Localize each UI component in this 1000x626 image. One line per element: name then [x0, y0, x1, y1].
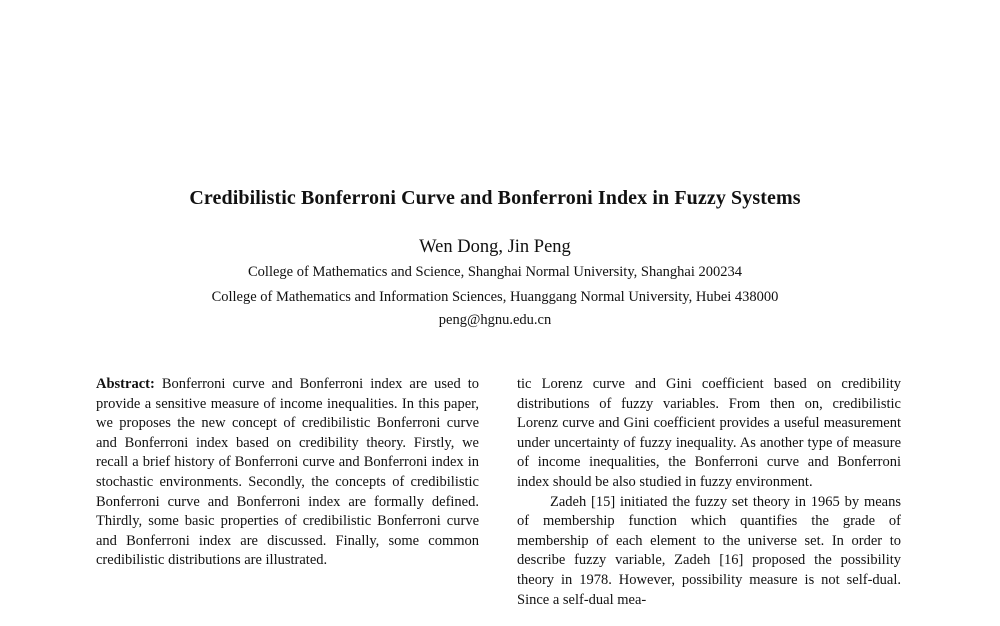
- affiliation-2: College of Mathematics and Information Sciences, Huanggang Normal University, Hubei 438000: [211, 289, 779, 305]
- affiliation-1: College of Mathematics and Science, Shanghai Normal University, Shanghai 200234: [248, 264, 742, 280]
- intro-paragraph-2: Zadeh [15] initiated the fuzzy set theory in 1965 by means of membership function which quantifies the grade of membership of each element to the universe set. In order to describe fuzzy variable, Zadeh [16] proposed the possibility theory in 1978. However, possibility measure is not self-dual. Since a self-dual mea-: [517, 493, 901, 608]
- paper-title: Credibilistic Bonferroni Curve and Bonferroni Index in Fuzzy Systems: [189, 187, 801, 209]
- abstract-label: Abstract:: [96, 376, 155, 392]
- author-email: peng@hgnu.edu.cn: [438, 312, 552, 328]
- abstract-text: Bonferroni curve and Bonferroni index are used to provide a sensitive measure of income inequalities. In this paper, we proposes the new concept of credibilistic Bonferroni curve and Bonferroni index based on credibility theory. Firstly, we recall a brief history of Bonferroni curve and Bonferroni index in stochastic environments. Secondly, the concepts of credibilistic Bonferroni curve and Bonferroni index are formally defined. Thirdly, some basic properties of credibilistic Bonferroni curve and Bonferroni index are discussed. Finally, some common credibilistic distributions are illustrated.: [96, 376, 480, 569]
- authors: Wen Dong, Jin Peng: [419, 237, 571, 257]
- intro-column: [517, 375, 901, 610]
- abstract-column: [96, 375, 479, 571]
- abstract-paragraph: [96, 375, 479, 571]
- intro-paragraph-1: tic Lorenz curve and Gini coefficient based on credibility distributions of fuzzy variables. From then on, credibilistic Lorenz curve and Gini coefficient provides a useful measurement under uncertainty of fuzzy inequality. As another type of measure of income inequalities, the Bonferroni curve and Bonferroni index should be also studied in fuzzy environment.: [517, 376, 901, 490]
